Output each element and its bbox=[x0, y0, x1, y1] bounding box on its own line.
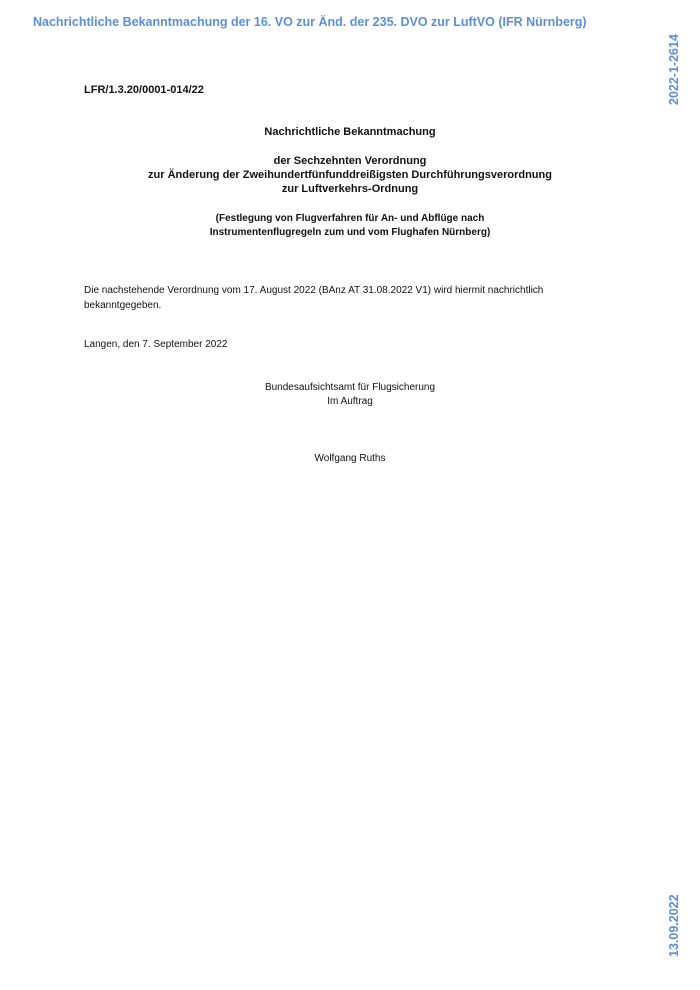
document-number: 2022-1-2614 bbox=[667, 34, 681, 105]
document-scope bbox=[84, 212, 616, 240]
subheading-line: zur Luftverkehrs-Ordnung bbox=[281, 183, 419, 195]
document-heading: Nachrichtliche Bekanntmachung bbox=[264, 126, 436, 138]
subheading-line: der Sechzehnten Verordnung bbox=[273, 155, 427, 167]
header-title: Nachrichtliche Bekanntmachung der 16. VO zur Änd. der 235. DVO zur LuftVO (IFR Nürnberg) bbox=[33, 15, 587, 29]
authority-mandate: Im Auftrag bbox=[327, 396, 373, 407]
body-paragraph: Die nachstehende Verordnung vom 17. August 2022 (BAnz AT 31.08.2022 V1) wird hiermit nachrichtlich bekanntgegeben. bbox=[84, 285, 544, 311]
scope-line: (Festlegung von Flugverfahren für An- und Abflüge nach bbox=[215, 213, 485, 224]
signer-name: Wolfgang Ruths bbox=[314, 453, 386, 464]
publication-date: 13.09.2022 bbox=[667, 894, 681, 957]
scope-line: Instrumentenflugregeln zum und vom Flughafen Nürnberg) bbox=[209, 227, 491, 238]
authority-block bbox=[84, 381, 616, 409]
place-date: Langen, den 7. September 2022 bbox=[84, 339, 228, 350]
authority-name: Bundesaufsichtsamt für Flugsicherung bbox=[264, 382, 436, 393]
subheading-line: zur Änderung der Zweihundertfünfunddreißigsten Durchführungsverordnung bbox=[148, 169, 552, 181]
reference-number: LFR/1.3.20/0001-014/22 bbox=[84, 84, 204, 96]
document-subheading bbox=[84, 154, 616, 196]
